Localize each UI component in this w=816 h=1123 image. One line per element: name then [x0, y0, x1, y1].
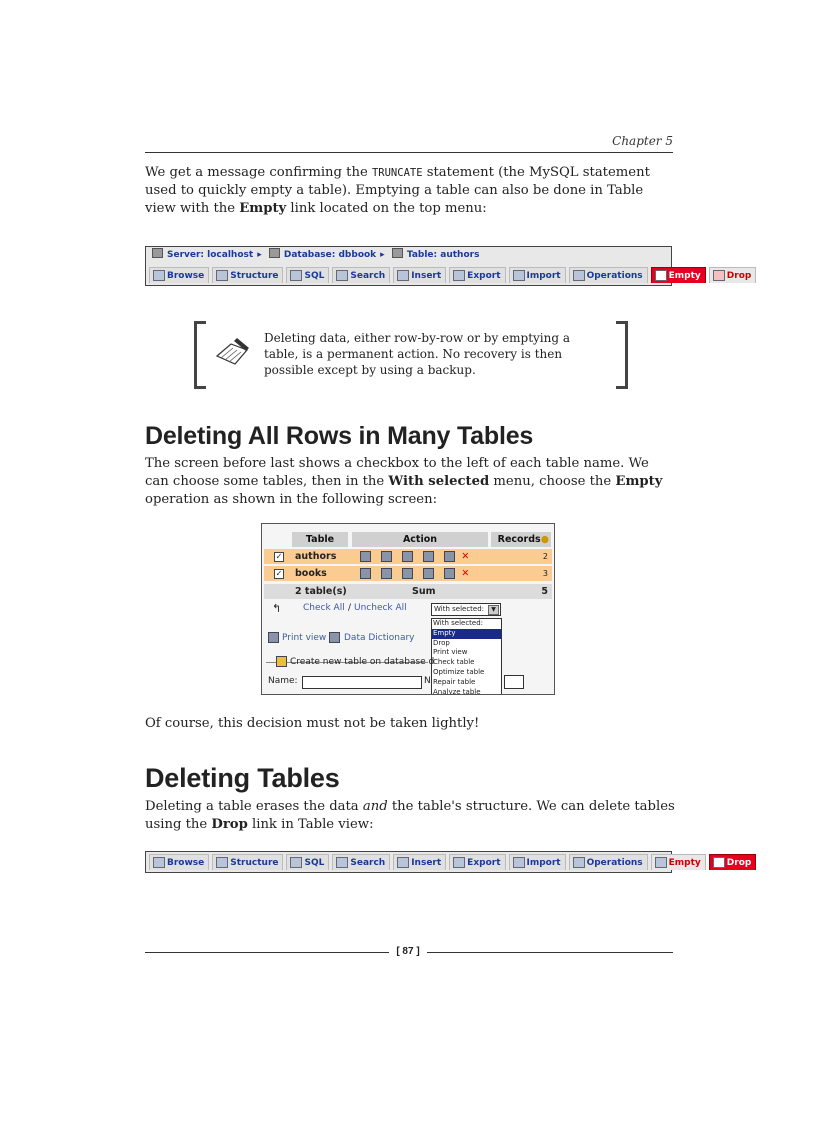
tab-drop[interactable]: Drop: [709, 267, 757, 283]
tab-operations[interactable]: Operations: [569, 267, 648, 283]
phpmyadmin-tabbar-drop: [145, 851, 752, 873]
drop-icon: [713, 857, 725, 868]
page-number: [ 87 ]: [396, 946, 420, 957]
browse-icon: [360, 568, 371, 579]
summary-row: 2 table(s) Sum 5: [264, 584, 552, 599]
row-action-icons[interactable]: [360, 566, 469, 581]
arrow-up-icon: ↰: [272, 602, 282, 615]
dictionary-icon: [329, 632, 340, 643]
tab-insert[interactable]: Insert: [393, 854, 446, 870]
create-table-legend: Create new table on database d: [264, 655, 552, 670]
row-checkbox[interactable]: ✓: [275, 569, 283, 578]
empty-icon: [444, 568, 455, 579]
search-icon: [402, 551, 413, 562]
option-drop[interactable]: Drop: [433, 638, 450, 647]
operations-icon: [573, 857, 585, 868]
paragraph-warning: Of course, this decision must not be taken lightly!: [145, 716, 480, 731]
paragraph-drop: Deleting a table erases the data and the table's structure. We can delete tables using the Drop link in Table view:: [145, 799, 675, 832]
server-icon: [152, 248, 163, 258]
tab-import[interactable]: Import: [509, 267, 566, 283]
tab-sql[interactable]: SQL: [286, 854, 329, 870]
section-title-many-tables: Deleting All Rows in Many Tables: [145, 422, 534, 450]
print-links-row: [264, 631, 552, 646]
page-footer: [145, 944, 673, 960]
database-icon: [269, 248, 280, 258]
with-selected-select[interactable]: With selected: ▼: [431, 603, 501, 616]
create-table-row: Name: N: [264, 674, 552, 689]
header-table[interactable]: Table: [292, 532, 348, 547]
drop-icon: ✕: [461, 551, 470, 562]
option-repair-table[interactable]: Repair table: [433, 677, 476, 686]
structure-icon: [381, 551, 392, 562]
export-icon: [453, 857, 465, 868]
row-checkbox[interactable]: ✓: [275, 552, 283, 561]
table-name-link[interactable]: books: [295, 568, 327, 579]
option-optimize-table[interactable]: Optimize table: [433, 667, 485, 676]
import-icon: [513, 270, 525, 281]
tab-search[interactable]: Search: [332, 267, 390, 283]
header-records[interactable]: Records●: [491, 532, 551, 547]
record-count: 2: [542, 552, 548, 561]
insert-icon: [397, 270, 409, 281]
operations-icon: [573, 270, 585, 281]
option-with-selected[interactable]: With selected:: [433, 619, 484, 627]
note-bracket-right: [616, 321, 628, 389]
sql-icon: [290, 270, 302, 281]
print-view-link[interactable]: Print view: [282, 633, 327, 643]
import-icon: [513, 857, 525, 868]
browse-icon: [153, 270, 165, 281]
tab-empty[interactable]: Empty: [651, 854, 706, 870]
insert-icon: [423, 568, 434, 579]
browse-icon: [360, 551, 371, 562]
structure-icon: [381, 568, 392, 579]
note-bracket-left: [194, 321, 206, 389]
note-text: Deleting data, either row-by-row or by emptying a table, is a permanent action. No recovery is then possible except by using a backup.: [264, 331, 571, 377]
sql-icon: [290, 857, 302, 868]
tab-drop[interactable]: Drop: [709, 854, 757, 870]
tab-sql[interactable]: SQL: [286, 267, 329, 283]
table-name-link[interactable]: authors: [295, 551, 337, 562]
breadcrumb-server[interactable]: Server: localhost: [167, 250, 254, 260]
chapter-header: Chapter 5: [145, 134, 673, 153]
table-name-input[interactable]: [302, 676, 422, 689]
new-table-icon: [276, 656, 287, 667]
arrow-icon: ▸: [380, 250, 385, 260]
insert-icon: [423, 551, 434, 562]
option-print-view[interactable]: Print view: [433, 648, 468, 657]
header-action: Action: [352, 532, 488, 547]
table-list-screenshot: [261, 523, 555, 695]
tab-browse[interactable]: Browse: [149, 854, 209, 870]
empty-icon: [655, 270, 667, 281]
paragraph-with-selected: The screen before last shows a checkbox to the left of each table name. We can choose some tables, then in the With selected menu, choose the Empty operation as shown in the following screen:: [145, 456, 663, 507]
record-count: 3: [542, 569, 548, 578]
browse-icon: [153, 857, 165, 868]
section-title-deleting-tables: Deleting Tables: [145, 763, 340, 793]
breadcrumb-database[interactable]: Database: dbbook: [283, 250, 377, 260]
print-icon: [268, 632, 279, 643]
table-row: [264, 549, 552, 564]
table-icon: [392, 248, 403, 258]
structure-icon: [216, 270, 228, 281]
tab-import[interactable]: Import: [509, 854, 566, 870]
check-all-link[interactable]: Check All: [303, 603, 345, 613]
empty-icon: [444, 551, 455, 562]
arrow-icon: ▸: [257, 250, 262, 260]
tab-empty[interactable]: Empty: [651, 267, 706, 283]
drop-icon: [713, 270, 725, 281]
drop-icon: ✕: [461, 568, 470, 579]
breadcrumb: [146, 247, 671, 263]
empty-icon: [655, 857, 667, 868]
tab-structure[interactable]: Structure: [212, 854, 283, 870]
option-check-table[interactable]: Check table: [433, 658, 475, 667]
search-icon: [336, 857, 348, 868]
fields-count-input[interactable]: [504, 675, 524, 689]
info-icon: ●: [540, 534, 549, 545]
breadcrumb-table[interactable]: Table: authors: [406, 250, 480, 260]
search-icon: [336, 270, 348, 281]
tab-insert[interactable]: Insert: [393, 267, 446, 283]
table-row: [264, 566, 552, 581]
tab-operations[interactable]: Operations: [569, 854, 648, 870]
option-empty[interactable]: Empty: [432, 629, 501, 639]
row-action-icons[interactable]: [360, 549, 469, 564]
tab-export[interactable]: Export: [449, 267, 505, 283]
export-icon: [453, 270, 465, 281]
phpmyadmin-tabbar-empty: [145, 246, 752, 286]
note-pencil-icon: [213, 334, 253, 368]
insert-icon: [397, 857, 409, 868]
uncheck-all-link[interactable]: Uncheck All: [354, 603, 407, 613]
search-icon: [402, 568, 413, 579]
tab-export[interactable]: Export: [449, 854, 505, 870]
chevron-down-icon: ▼: [488, 605, 499, 615]
tab-browse[interactable]: Browse: [149, 267, 209, 283]
tab-search[interactable]: Search: [332, 854, 390, 870]
data-dictionary-link[interactable]: Data Dictionary: [344, 633, 415, 643]
structure-icon: [216, 857, 228, 868]
tab-structure[interactable]: Structure: [212, 267, 283, 283]
check-all-row: ↰ Check All / Uncheck All: [272, 602, 407, 615]
paragraph-truncate: We get a message confirming the TRUNCATE statement (the MySQL statement used to quickly empty a table). Emptying a table can also be done in Table view with the Empty link located on the top menu:: [145, 165, 650, 216]
option-analyze-table[interactable]: Analyze table: [433, 687, 481, 695]
